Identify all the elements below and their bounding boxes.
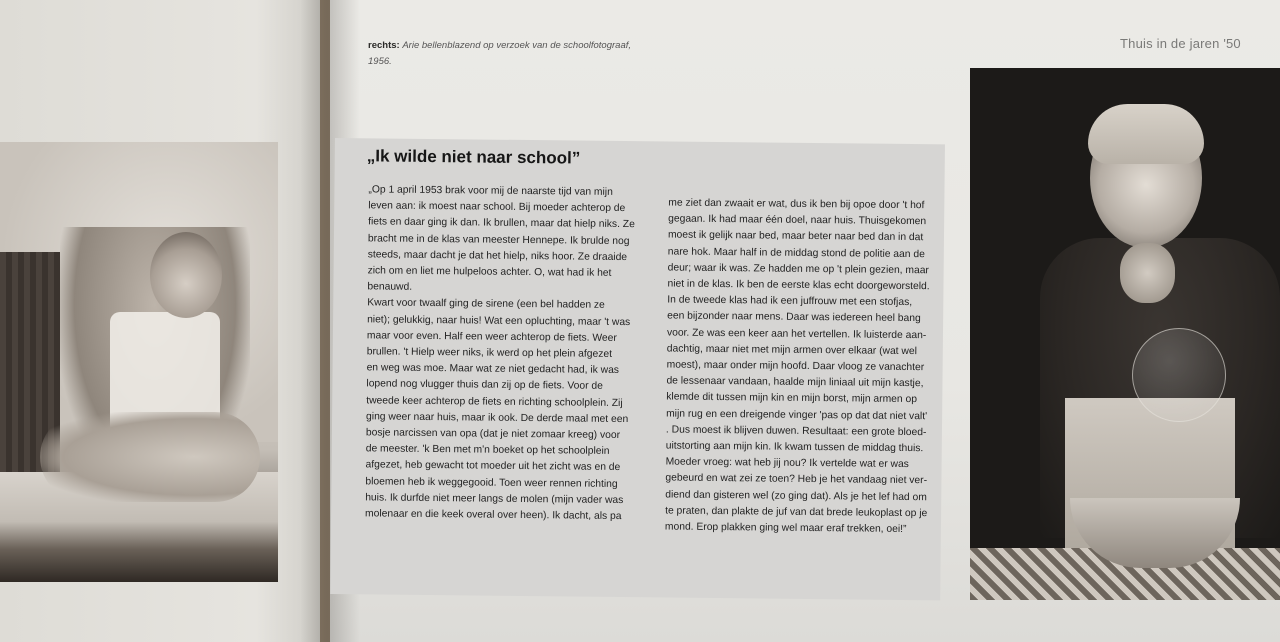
- text-line: huis. Ik durfde niet meer langs de molen (mijn vader was: [365, 492, 624, 506]
- text-line: gegaan. Ik had maar één doel, naar huis. Thuisgekomen: [668, 213, 927, 228]
- text-line: afgezet, heb gewacht tot moeder uit het zicht was en de: [365, 459, 621, 474]
- text-line: bracht me in de klas van meester Hennepe. Ik brulde nog: [367, 232, 630, 247]
- text-line: voor. Ze was een keer aan het vertellen. Ik luisterde aan-: [666, 327, 927, 341]
- text-line: klemde dit tussen mijn kin en mijn borst, mijn armen op: [666, 391, 918, 406]
- caption-label: rechts:: [368, 40, 400, 51]
- photo-boy-hair: [1088, 104, 1204, 164]
- text-line: diend dan gisteren wel (zo ging dat). Als je het lef had om: [665, 489, 927, 503]
- text-line: steeds, maar dacht je dat het hielp, niks hoor. Ze draaide: [367, 249, 628, 263]
- text-line: molenaar en die keek overal over heen). Ik dacht, als pa: [365, 508, 622, 523]
- caption-year: 1956.: [368, 56, 392, 67]
- text-line: tweede keer achterop de fiets en richting schoolplein. Zij: [366, 394, 623, 409]
- text-line: bloemen heb ik weggegooid. Toen weer rennen richting: [365, 475, 618, 490]
- text-line: me ziet dan zwaait er wat, dus ik ben bij opoe door 't hof: [668, 197, 925, 212]
- photo-caption: [368, 38, 698, 70]
- text-line: zich om en liet me hulpeloos achter. O, wat had ik het: [367, 265, 612, 279]
- text-line: moest), maar onder mijn hoofd. Daar vloog ze vanachter: [666, 359, 925, 374]
- text-line: niet); gelukkig, naar huis! Wat een opluchting, maar 't was: [367, 313, 631, 328]
- text-line: brullen. 't Hielp weer niks, ik werd op het plein afgezet: [366, 346, 613, 360]
- photo-boy-hand: [1120, 243, 1175, 303]
- text-line: de lessenaar vandaan, haalde mijn liniaal uit mijn kastje,: [666, 375, 924, 390]
- text-line: niet in de klas. Ik ben de eerste klas echt doorgeworsteld.: [667, 278, 930, 293]
- text-line: en weg was moe. Maar wat ze niet gedacht had, ik was: [366, 362, 620, 377]
- article-column-1: [365, 182, 641, 525]
- text-line: mond. Erop plakken ging wel maar eraf trekken, oei!”: [664, 521, 907, 536]
- text-line: fiets en daar ging ik dan. Ik brullen, maar dat hielp niks. Ze: [368, 216, 635, 231]
- text-line: een bijzonder naar mens. Daar was iedereen heel bang: [667, 310, 921, 325]
- photo-baby: [40, 412, 260, 502]
- article-box: [330, 138, 945, 600]
- text-line: maar voor even. Half een weer achterop de fiets. Weer: [366, 330, 617, 344]
- text-line: te praten, dan plakte de juf van dat brede leukoplast op je: [665, 505, 928, 520]
- caption-text: Arie bellenblazend op verzoek van de schoolfotograaf,: [402, 40, 632, 51]
- text-line: de meester. 'k Ben met m'n boeket op het schoolplein: [365, 443, 610, 458]
- text-line: Kwart voor twaalf ging de sirene (een bel hadden ze: [367, 297, 605, 312]
- article-column-2: [665, 195, 941, 538]
- text-line: In de tweede klas had ik een juffrouw met een stofjas,: [667, 294, 913, 309]
- photo-mother-with-baby: [0, 142, 278, 582]
- text-line: uitstorting aan mijn kin. Ik kwam tussen de middag thuis.: [665, 440, 924, 455]
- photo-soap-bubble: [1132, 328, 1226, 422]
- text-line: deur; waar ik was. Ze hadden me op 't plein gezien, maar: [667, 262, 929, 277]
- text-line: . Dus moest ik blijven duwen. Resultaat: een grote bloed-: [665, 424, 927, 439]
- text-line: mijn rug en een dreigende vinger 'pas op dat dat niet valt': [666, 408, 928, 422]
- text-line: benauwd.: [367, 281, 413, 294]
- text-line: Moeder vroeg: wat heb jij nou? Ik vertelde wat er was: [665, 456, 909, 471]
- text-line: leven aan: ik moest naar school. Bij moeder achterop de: [368, 200, 626, 215]
- article-title: „Ik wilde niet naar school”: [366, 146, 581, 168]
- text-line: moest ik gelijk naar bed, maar beter naar bed dan in dat: [667, 229, 924, 244]
- photo-woman-head: [150, 232, 222, 318]
- text-line: nare hok. Maar half in de middag stond de politie aan de: [667, 246, 925, 260]
- text-line: lopend nog vlugger thuis dan zij op de fiets. Voor de: [366, 378, 603, 393]
- text-line: dachtig, maar niet met mijn armen over elkaar (wat wel: [666, 343, 917, 357]
- photo-boy-blowing-bubble: [970, 68, 1280, 600]
- text-line: gebeurd en wat zei ze toen? Heb je het vandaag niet ver-: [665, 472, 928, 487]
- left-page: [0, 0, 320, 642]
- text-line: bosje narcissen van opa (dat je niet zomaar kreeg) voor: [365, 427, 621, 442]
- running-head: Thuis in de jaren '50: [1120, 36, 1241, 51]
- text-line: ging weer naar huis, maar ik ook. De derde maal met een: [366, 411, 629, 425]
- text-line: „Op 1 april 1953 brak voor mij de naarste tijd van mijn: [368, 184, 613, 198]
